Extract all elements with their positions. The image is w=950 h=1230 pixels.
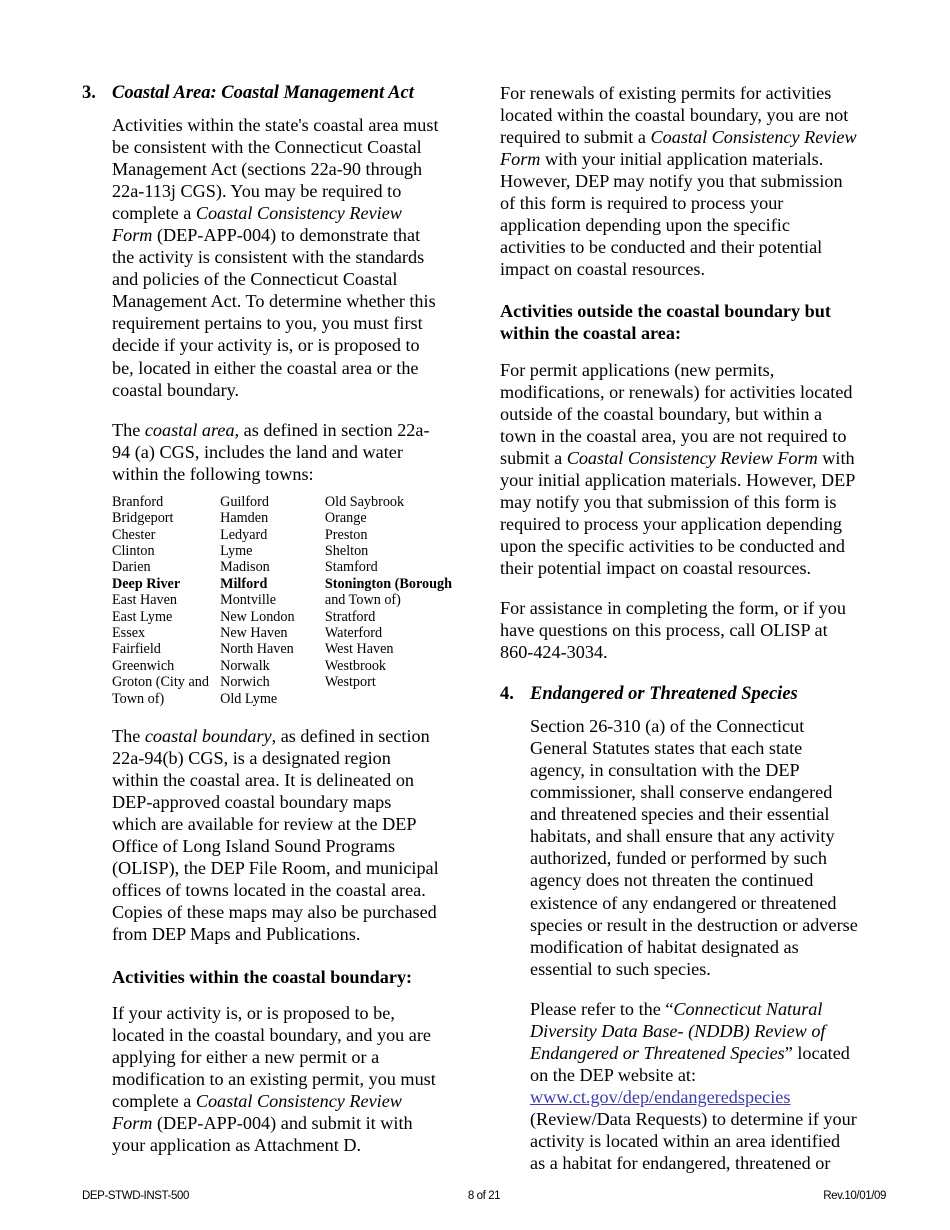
town-cell: Guilford xyxy=(220,493,269,510)
town-cell: Town of) xyxy=(112,690,165,707)
town-cell: Stonington (Borough xyxy=(324,575,452,592)
coastal-towns-table xyxy=(112,494,452,707)
para-text-b: ” located on the DEP website at: xyxy=(530,1042,850,1085)
town-cell: East Lyme xyxy=(112,608,173,625)
left-column-body xyxy=(82,114,452,1156)
town-cell: Essex xyxy=(112,625,146,641)
para-italic-form-name: Coastal Consistency Review Form xyxy=(112,203,402,246)
para-text-b: (DEP-APP-004) and submit it with your application as Attachment D. xyxy=(112,1112,413,1155)
para-text-a: Please refer to the “ xyxy=(530,998,674,1019)
town-cell: Waterford xyxy=(324,625,383,641)
para-italic-form-name: Coastal Consistency Review Form xyxy=(566,447,818,468)
town-cell: Chester xyxy=(112,526,156,543)
para-italic-form-name: Coastal Consistency Review Form xyxy=(112,1090,402,1133)
town-cell: Madison xyxy=(220,559,270,576)
paragraph-coastal-act xyxy=(112,114,440,401)
town-cell: Old Lyme xyxy=(220,690,278,707)
town-cell: Norwalk xyxy=(220,657,270,674)
para-text-b: with your initial application materials. However, DEP may notify you that submission of this form is required to process your application depending upon the specific activities to be conducted and their potential impact on coastal resources. xyxy=(500,149,843,280)
table-row xyxy=(112,559,452,575)
town-cell: Preston xyxy=(324,526,368,543)
town-cell: Lyme xyxy=(220,542,253,559)
town-cell: Westbrook xyxy=(324,657,387,674)
endangered-species-link[interactable]: www.ct.gov/dep/endangeredspecies xyxy=(530,1086,791,1107)
table-row xyxy=(112,527,452,543)
para-text-b: , as defined in section 22a-94 (a) CGS, includes the land and water within the following towns: xyxy=(112,419,430,484)
paragraph-coastal-area-definition xyxy=(112,419,440,485)
table-row xyxy=(112,641,452,657)
para-text-b: , as defined in section 22a-94(b) CGS, is a designated region within the coastal area. It is delineated on DEP-approved coastal boundary maps which are available for review at the DEP Office of Long Island Sound Programs (OLISP), the DEP File Room, and municipal offices of towns located in the coastal area. Copies of these maps may also be purchased from DEP Maps and Publications. xyxy=(112,726,439,945)
paragraph-activities-outside-boundary xyxy=(500,359,858,579)
town-cell: Old Saybrook xyxy=(324,493,405,510)
town-cell: West Haven xyxy=(324,641,394,658)
town-cell: Stratford xyxy=(324,608,376,625)
town-cell: Bridgeport xyxy=(112,510,174,527)
town-cell: Westport xyxy=(324,674,376,691)
right-column-section4-body xyxy=(500,715,858,1174)
table-row xyxy=(112,592,452,608)
town-cell: East Haven xyxy=(112,592,178,609)
section-number: 3. xyxy=(82,83,96,103)
para-text-a: Activities within the state's coastal area must be consistent with the Connecticut Coastal Management Act (sections 22a-90 through 22a-113j CGS). You may be required to complete a xyxy=(112,115,439,224)
town-cell: Ledyard xyxy=(220,526,268,543)
town-cell: Stamford xyxy=(324,559,378,576)
paragraph-assistance-contact: For assistance in completing the form, or if you have questions on this process, call OLISP at 860-424-3034. xyxy=(500,597,846,663)
town-cell: Darien xyxy=(112,559,151,576)
para-text-c: (Review/Data Requests) to determine if your activity is located within an area identified as a habitat for endangered, threatened or xyxy=(530,1108,857,1174)
coastal-towns-body xyxy=(112,494,452,707)
section-heading-3 xyxy=(82,82,440,104)
para-italic-coastal-area: coastal area xyxy=(144,419,235,440)
section-title: Coastal Area: Coastal Management Act xyxy=(112,83,414,103)
table-row xyxy=(112,658,452,674)
table-row xyxy=(112,674,452,690)
town-cell: Orange xyxy=(324,510,367,527)
left-column xyxy=(82,82,452,1156)
para-italic-nddb-title: Connecticut Natural Diversity Data Base- (NDDB) Review of Endangered or Threatened Species xyxy=(530,998,826,1063)
table-row xyxy=(112,625,452,641)
footer-form-id: DEP-STWD-INST-500 xyxy=(82,1190,189,1202)
table-row xyxy=(112,576,452,592)
paragraph-statute-26-310: Section 26-310 (a) of the Connecticut General Statutes states that each state agency, in consultation with the DEP commissioner, shall conserve endangered and threatened species and their essential habitats, and shall ensure that any activity authorized, funded or performed by such agency does not threaten the continued existence of any endangered or threatened species or result in the destruction or adverse modification of habitat designated as essential to such species. xyxy=(530,716,858,979)
table-row xyxy=(112,510,452,526)
town-cell: Hamden xyxy=(220,510,269,527)
section-number: 4. xyxy=(500,684,514,705)
town-cell: Deep River xyxy=(112,575,181,592)
paragraph-renewals xyxy=(500,82,858,280)
town-cell: Greenwich xyxy=(112,657,175,674)
subheading-activities-outside-boundary: Activities outside the coastal boundary but within the coastal area: xyxy=(500,301,831,344)
town-cell: and Town of) xyxy=(324,592,401,609)
para-italic-coastal-boundary: coastal boundary xyxy=(144,726,272,747)
para-text-a: For permit applications (new permits, modifications, or renewals) for activities located outside of the coastal boundary, but within a town in the coastal area, you are not required to submit a xyxy=(500,359,853,468)
town-cell: Milford xyxy=(220,575,268,592)
para-text-b: with your initial application materials. However, DEP may notify you that submission of this form is required to process your application depending upon the specific activities to be conducted and their potential impact on coastal resources. xyxy=(500,447,855,578)
right-column xyxy=(500,82,858,1174)
para-text-a: The xyxy=(112,419,145,440)
para-text-a: If your activity is, or is proposed to be, located in the coastal boundary, and you are applying for either a new permit or a modification to an existing permit, you must complete a xyxy=(112,1002,436,1111)
paragraph-activities-within-boundary xyxy=(112,1002,440,1156)
town-cell: Shelton xyxy=(324,542,369,559)
para-text-b: (DEP-APP-004) to demonstrate that the activity is consistent with the standards and policies of the Connecticut Coastal Management Act. To determine whether this requirement pertains to you, you must first decide if your activity is, or is proposed to be, located in either the coastal area or the coastal boundary. xyxy=(112,225,436,400)
page-footer xyxy=(82,1190,886,1206)
town-cell: Fairfield xyxy=(112,641,161,658)
town-cell: New London xyxy=(220,608,295,625)
town-cell: New Haven xyxy=(220,625,288,641)
para-text-a: For renewals of existing permits for activities located within the coastal boundary, you are not required to submit a xyxy=(500,83,849,148)
town-cell: Branford xyxy=(112,493,164,510)
table-row xyxy=(112,609,452,625)
section-heading-4 xyxy=(500,683,858,705)
town-cell xyxy=(325,691,452,707)
paragraph-coastal-boundary-definition xyxy=(112,725,440,945)
town-cell: Groton (City and xyxy=(112,674,209,691)
footer-revision-date: Rev.10/01/09 xyxy=(823,1190,886,1202)
subheading-activities-within-boundary: Activities within the coastal boundary: xyxy=(112,966,413,987)
footer-page-number: 8 of 21 xyxy=(467,1190,501,1202)
para-text-a: The xyxy=(112,726,145,747)
town-cell: North Haven xyxy=(220,641,294,658)
town-cell: Montville xyxy=(220,592,277,609)
paragraph-nddb-reference xyxy=(530,998,858,1174)
town-cell: Clinton xyxy=(112,542,155,559)
table-row xyxy=(112,543,452,559)
town-cell: Norwich xyxy=(220,674,270,691)
table-row xyxy=(112,691,452,707)
section-title: Endangered or Threatened Species xyxy=(530,684,798,705)
para-italic-form-name: Coastal Consistency Review Form xyxy=(500,127,857,170)
table-row xyxy=(112,494,452,510)
